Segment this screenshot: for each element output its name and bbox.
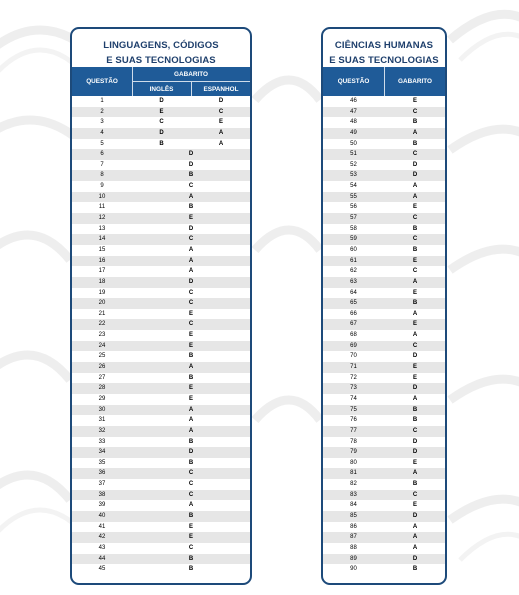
linguagens-rows: [72, 96, 250, 575]
table-row: [323, 277, 445, 288]
question-number: 38: [98, 491, 106, 498]
table-row: [323, 415, 445, 426]
question-number: 46: [350, 98, 357, 104]
answer-letter: E: [412, 374, 417, 381]
question-number: 40: [98, 512, 106, 519]
question-number: 70: [350, 353, 357, 360]
question-number: 13: [98, 225, 106, 232]
table-row: [323, 96, 445, 107]
table-row: [323, 224, 445, 235]
table-row: [323, 245, 445, 256]
question-number: 16: [98, 257, 106, 264]
table-row: [72, 479, 250, 490]
table-row: [323, 139, 445, 150]
question-number: 82: [350, 481, 357, 488]
question-number: 31: [98, 417, 106, 424]
question-number: 55: [350, 193, 357, 200]
table-row: [72, 224, 250, 235]
table-row: [72, 309, 250, 320]
question-number: 89: [350, 555, 357, 562]
question-number: 83: [350, 491, 357, 498]
table-row: [323, 181, 445, 192]
question-number: 21: [98, 310, 106, 317]
answer-letter: C: [412, 491, 418, 498]
answer-letter: D: [412, 512, 418, 519]
answer-letter: E: [188, 395, 193, 402]
answer-letter: D: [412, 353, 418, 360]
table-row: [323, 522, 445, 533]
question-number: 35: [98, 459, 106, 466]
question-number: 26: [98, 364, 106, 371]
table-row: [72, 213, 250, 224]
table-row: [323, 479, 445, 490]
question-number: 22: [98, 321, 106, 328]
table-row: [323, 426, 445, 437]
table-row: [72, 139, 250, 150]
answer-letter: C: [412, 215, 418, 222]
question-number: 50: [350, 140, 357, 147]
answer-espanhol: D: [218, 98, 224, 104]
answer-letter: D: [412, 438, 418, 445]
question-number: 45: [98, 566, 106, 573]
answer-letter: C: [188, 481, 194, 488]
linguagens-answer-key-card: [70, 27, 252, 585]
answer-letter: E: [412, 364, 417, 371]
header-questao: QUESTÃO: [86, 78, 118, 85]
answer-ingles: B: [159, 140, 164, 147]
table-row: [323, 341, 445, 352]
answer-letter: C: [412, 236, 418, 243]
question-number: 12: [98, 215, 106, 222]
answer-letter: A: [188, 364, 194, 371]
table-row: [72, 181, 250, 192]
answer-letter: A: [412, 278, 418, 285]
answer-letter: B: [188, 353, 194, 360]
question-number: 18: [98, 278, 106, 285]
table-row: [323, 511, 445, 522]
table-row: [72, 330, 250, 341]
question-number: 85: [350, 512, 357, 519]
answer-letter: C: [188, 289, 194, 296]
answer-letter: E: [412, 257, 417, 264]
table-row: [72, 522, 250, 533]
answer-letter: D: [188, 161, 194, 168]
answer-letter: C: [412, 427, 418, 434]
question-number: 58: [350, 225, 357, 232]
question-number: 87: [350, 534, 357, 541]
question-number: 29: [98, 395, 106, 402]
answer-letter: B: [188, 512, 194, 519]
table-row: [323, 234, 445, 245]
question-number: 80: [350, 459, 357, 466]
linguagens-title: [72, 29, 250, 67]
answer-letter: A: [412, 523, 418, 530]
table-row: [323, 405, 445, 416]
answer-letter: A: [188, 268, 194, 275]
table-row: [72, 554, 250, 565]
answer-letter: C: [188, 321, 194, 328]
table-row: [72, 500, 250, 511]
table-row: [72, 490, 250, 501]
question-number: 51: [350, 151, 357, 158]
table-row: [323, 490, 445, 501]
question-number: 10: [98, 193, 106, 200]
answer-letter: C: [188, 491, 194, 498]
table-row: [72, 362, 250, 373]
table-row: [323, 543, 445, 554]
answer-letter: A: [412, 129, 418, 136]
answer-ingles: D: [159, 129, 164, 136]
answer-letter: A: [412, 395, 418, 402]
answer-letter: B: [412, 481, 418, 488]
answer-espanhol: E: [218, 119, 223, 126]
answer-letter: D: [412, 449, 418, 456]
answer-letter: D: [188, 449, 194, 456]
question-number: 57: [350, 215, 357, 222]
ciencias-humanas-answer-key-card: [321, 27, 447, 585]
table-row: [72, 405, 250, 416]
answer-letter: A: [188, 246, 194, 253]
table-row: [323, 330, 445, 341]
answer-letter: B: [412, 225, 418, 232]
table-row: [72, 160, 250, 171]
question-number: 39: [98, 502, 106, 509]
question-number: 73: [350, 385, 357, 392]
humanas-table-header: [323, 67, 445, 96]
answer-letter: A: [412, 470, 418, 477]
answer-ingles: C: [159, 119, 164, 126]
question-number: 90: [350, 566, 357, 573]
table-row: [323, 266, 445, 277]
answer-espanhol: C: [218, 108, 224, 115]
answer-letter: E: [412, 98, 417, 104]
question-number: 74: [350, 395, 357, 402]
answer-letter: E: [188, 215, 193, 222]
table-row: [72, 96, 250, 107]
question-number: 49: [350, 129, 357, 136]
question-number: 69: [350, 342, 357, 349]
table-row: [323, 373, 445, 384]
table-row: [72, 234, 250, 245]
answer-letter: C: [188, 183, 194, 190]
question-number: 59: [350, 236, 357, 243]
question-number: 47: [350, 108, 357, 115]
question-number: 52: [350, 161, 357, 168]
answer-letter: A: [188, 417, 194, 424]
table-row: [323, 149, 445, 160]
table-row: [323, 458, 445, 469]
question-number: 9: [100, 183, 104, 190]
question-number: 79: [350, 449, 357, 456]
question-number: 32: [98, 427, 106, 434]
question-number: 60: [350, 246, 357, 253]
answer-ingles: E: [159, 108, 164, 115]
question-number: 48: [350, 119, 357, 126]
answer-letter: B: [412, 246, 418, 253]
answer-letter: E: [188, 332, 193, 339]
question-number: 37: [98, 481, 106, 488]
question-number: 11: [98, 204, 106, 211]
linguagens-title-line1: LINGUAGENS, CÓDIGOS: [103, 40, 219, 51]
table-row: [323, 447, 445, 458]
answer-letter: C: [412, 151, 418, 158]
answer-letter: E: [188, 342, 193, 349]
table-row: [323, 564, 445, 575]
table-row: [72, 266, 250, 277]
table-row: [72, 543, 250, 554]
answer-letter: B: [412, 140, 418, 147]
table-row: [72, 341, 250, 352]
answer-letter: D: [412, 161, 418, 168]
answer-letter: B: [412, 300, 418, 307]
table-row: [323, 319, 445, 330]
question-number: 62: [350, 268, 357, 275]
table-row: [72, 458, 250, 469]
answer-letter: A: [188, 502, 194, 509]
question-number: 75: [350, 406, 357, 413]
table-row: [72, 383, 250, 394]
header-gabarito: GABARITO: [398, 78, 432, 85]
answer-letter: C: [412, 268, 418, 275]
answer-letter: E: [188, 523, 193, 530]
table-row: [323, 383, 445, 394]
answer-letter: A: [412, 310, 418, 317]
answer-letter: B: [188, 204, 194, 211]
answer-letter: D: [188, 278, 194, 285]
table-row: [323, 532, 445, 543]
table-row: [323, 468, 445, 479]
answer-letter: B: [412, 566, 418, 573]
answer-letter: C: [412, 342, 418, 349]
table-row: [323, 351, 445, 362]
question-number: 4: [100, 129, 104, 136]
question-number: 30: [98, 406, 106, 413]
question-number: 65: [350, 300, 357, 307]
table-row: [72, 511, 250, 522]
table-row: [323, 394, 445, 405]
humanas-title-line1: CIÊNCIAS HUMANAS: [334, 40, 434, 51]
question-number: 54: [350, 183, 357, 190]
answer-letter: E: [188, 310, 193, 317]
table-row: [72, 447, 250, 458]
question-number: 84: [350, 502, 357, 509]
answer-letter: A: [412, 332, 418, 339]
answer-letter: A: [412, 544, 418, 551]
question-number: 17: [98, 268, 106, 275]
table-row: [72, 468, 250, 479]
table-row: [72, 192, 250, 203]
table-row: [323, 117, 445, 128]
table-row: [323, 192, 445, 203]
question-number: 7: [100, 161, 104, 168]
answer-letter: E: [412, 502, 417, 509]
question-number: 20: [98, 300, 106, 307]
question-number: 44: [98, 555, 106, 562]
question-number: 27: [98, 374, 106, 381]
humanas-rows: [323, 96, 445, 575]
question-number: 25: [98, 353, 106, 360]
answer-letter: C: [188, 544, 194, 551]
table-row: [72, 532, 250, 543]
table-row: [323, 362, 445, 373]
question-number: 23: [98, 332, 106, 339]
question-number: 66: [350, 310, 357, 317]
answer-letter: C: [188, 300, 194, 307]
header-questao: QUESTÃO: [337, 78, 370, 85]
answer-letter: A: [188, 257, 194, 264]
table-row: [323, 170, 445, 181]
table-row: [72, 373, 250, 384]
question-number: 15: [98, 246, 106, 253]
table-row: [72, 351, 250, 362]
question-number: 34: [98, 449, 106, 456]
answer-letter: A: [188, 193, 194, 200]
answer-letter: A: [188, 406, 194, 413]
header-gabarito: GABARITO: [174, 70, 208, 78]
question-number: 28: [98, 385, 106, 392]
table-row: [323, 213, 445, 224]
table-row: [72, 202, 250, 213]
table-row: [323, 554, 445, 565]
answer-espanhol: A: [218, 129, 224, 136]
answer-letter: E: [188, 534, 193, 541]
table-row: [72, 426, 250, 437]
humanas-title-line2: E SUAS TECNOLOGIAS: [329, 55, 439, 66]
answer-letter: E: [412, 321, 417, 328]
question-number: 77: [350, 427, 357, 434]
answer-letter: C: [188, 236, 194, 243]
answer-letter: B: [188, 459, 194, 466]
answer-letter: A: [412, 183, 418, 190]
linguagens-title-line2: E SUAS TECNOLOGIAS: [106, 55, 216, 66]
question-number: 2: [100, 108, 104, 115]
answer-letter: E: [412, 289, 417, 296]
table-row: [323, 437, 445, 448]
question-number: 61: [350, 257, 357, 264]
table-row: [72, 319, 250, 330]
header-divider: [191, 82, 192, 96]
answer-letter: B: [188, 555, 194, 562]
answer-letter: B: [188, 438, 194, 445]
table-row: [323, 288, 445, 299]
answer-letter: A: [188, 427, 194, 434]
table-row: [323, 128, 445, 139]
header-espanhol: ESPANHOL: [203, 85, 239, 93]
question-number: 6: [100, 151, 104, 158]
answer-letter: B: [188, 566, 194, 573]
question-number: 43: [98, 544, 106, 551]
question-number: 76: [350, 417, 357, 424]
answer-espanhol: A: [218, 140, 224, 147]
table-row: [72, 170, 250, 181]
answer-letter: C: [188, 470, 194, 477]
table-row: [323, 500, 445, 511]
question-number: 24: [98, 342, 106, 349]
table-row: [323, 256, 445, 267]
table-row: [323, 107, 445, 118]
question-number: 56: [350, 204, 357, 211]
table-row: [72, 245, 250, 256]
table-row: [323, 202, 445, 213]
table-row: [72, 415, 250, 426]
answer-letter: B: [412, 406, 418, 413]
question-number: 42: [98, 534, 106, 541]
question-number: 86: [350, 523, 357, 530]
answer-letter: A: [412, 193, 418, 200]
table-row: [72, 298, 250, 309]
question-number: 36: [98, 470, 106, 477]
question-number: 33: [98, 438, 106, 445]
question-number: 71: [350, 364, 357, 371]
humanas-title: [323, 29, 445, 67]
question-number: 3: [100, 119, 104, 126]
question-number: 53: [350, 172, 357, 179]
table-row: [323, 160, 445, 171]
answer-letter: B: [188, 374, 194, 381]
answer-letter: D: [188, 151, 194, 158]
question-number: 8: [100, 172, 104, 179]
answer-letter: D: [412, 172, 418, 179]
table-row: [72, 277, 250, 288]
question-number: 19: [98, 289, 106, 296]
header-divider: [384, 67, 385, 96]
table-row: [72, 564, 250, 575]
table-row: [72, 117, 250, 128]
answer-letter: E: [412, 204, 417, 211]
table-row: [323, 309, 445, 320]
question-number: 41: [98, 523, 106, 530]
table-row: [72, 394, 250, 405]
answer-letter: B: [188, 172, 194, 179]
question-number: 72: [350, 374, 357, 381]
linguagens-table-header: [72, 67, 250, 96]
question-number: 81: [350, 470, 357, 477]
question-number: 64: [350, 289, 357, 296]
table-row: [72, 128, 250, 139]
answer-letter: A: [412, 534, 418, 541]
table-row: [72, 107, 250, 118]
question-number: 68: [350, 332, 357, 339]
answer-letter: D: [188, 225, 194, 232]
answer-letter: E: [412, 459, 417, 466]
question-number: 67: [350, 321, 357, 328]
answer-letter: D: [412, 555, 418, 562]
table-row: [72, 256, 250, 267]
answer-ingles: D: [159, 98, 164, 104]
question-number: 63: [350, 278, 357, 285]
table-row: [72, 288, 250, 299]
table-row: [323, 298, 445, 309]
answer-letter: E: [188, 385, 193, 392]
header-ingles: INGLÊS: [149, 85, 174, 93]
question-number: 78: [350, 438, 357, 445]
answer-letter: D: [412, 385, 418, 392]
table-row: [72, 149, 250, 160]
table-row: [72, 437, 250, 448]
answer-letter: B: [412, 417, 418, 424]
question-number: 1: [100, 98, 104, 104]
question-number: 14: [98, 236, 106, 243]
answer-letter: B: [412, 119, 418, 126]
question-number: 88: [350, 544, 357, 551]
question-number: 5: [100, 140, 104, 147]
answer-letter: C: [412, 108, 418, 115]
